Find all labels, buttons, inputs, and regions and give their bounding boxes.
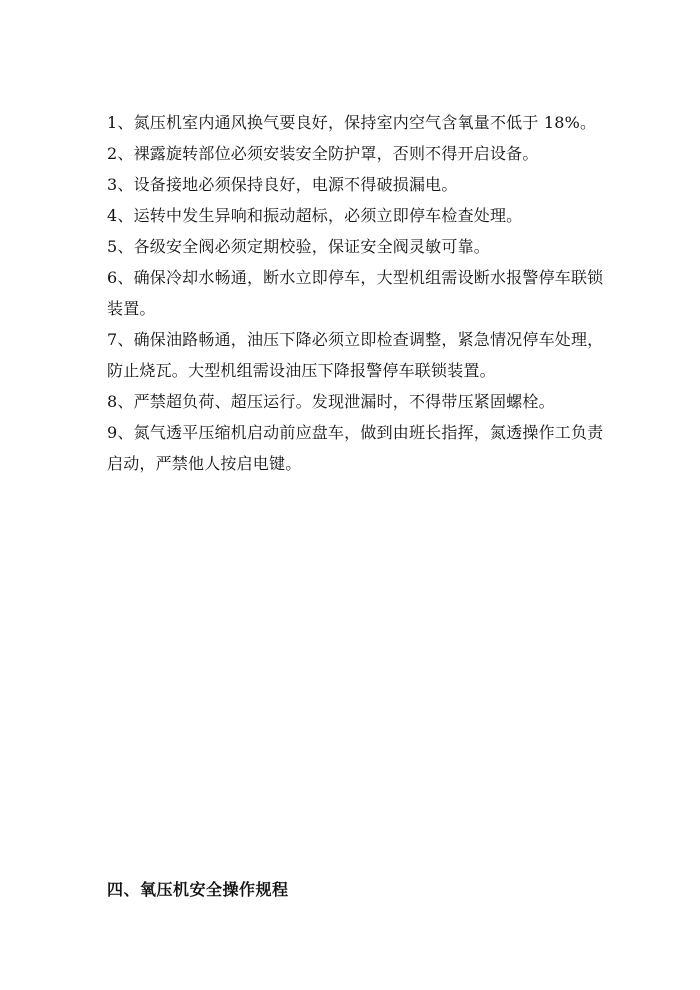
rule-item-8: 8、严禁超负荷、超压运行。发现泄漏时，不得带压紧固螺栓。: [107, 392, 555, 411]
rule-item-3: 3、设备接地必须保持良好，电源不得破损漏电。: [107, 175, 458, 194]
rule-item-9: 9、氮气透平压缩机启动前应盘车，做到由班长指挥，氮透操作工负责启动，严禁他人按启电键。: [107, 423, 604, 473]
safety-rules-list: [107, 107, 607, 479]
rule-item-5: 5、各级安全阀必须定期校验，保证安全阀灵敏可靠。: [107, 237, 490, 256]
rule-item-6: 6、确保冷却水畅通，断水立即停车，大型机组需设断水报警停车联锁装置。: [107, 268, 604, 318]
rule-item-7: 7、确保油路畅通，油压下降必须立即检查调整，紧急情况停车处理，防止烧瓦。大型机组需设油压下降报警停车联锁装置。: [107, 330, 604, 380]
rule-item-1: 1、氮压机室内通风换气要良好，保持室内空气含氧量不低于 18%。: [107, 113, 597, 132]
section-heading: 四、氧压机安全操作规程: [107, 880, 289, 899]
rule-item-2: 2、裸露旋转部位必须安装安全防护罩，否则不得开启设备。: [107, 144, 539, 163]
rule-item-4: 4、运转中发生异响和振动超标，必须立即停车检查处理。: [107, 206, 523, 225]
